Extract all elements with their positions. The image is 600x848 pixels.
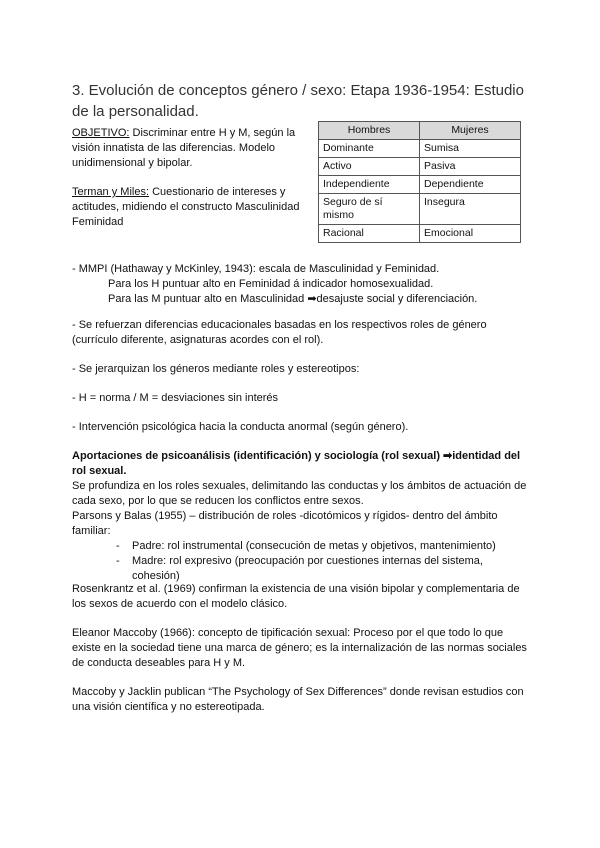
parsons-text: Parsons y Balas (1955) – distribución de roles -dicotómicos y rígidos- dentro del ámbito familiar: [72, 510, 498, 537]
rosenkrantz-paragraph [72, 582, 527, 612]
table-cell: Independiente [319, 176, 420, 194]
mmpi-line: - MMPI (Hathaway y McKinley, 1943): escala de Masculinidad y Feminidad. [72, 263, 440, 275]
list-item: - Padre: rol instrumental (consecución de metas y objetivos, mantenimiento) [118, 539, 527, 554]
table-cell: Emocional [420, 225, 521, 243]
table-cell: Pasiva [420, 158, 521, 176]
table-header-row [319, 122, 521, 140]
bullet-intervention [72, 420, 527, 435]
bullet-text: - Se refuerzan diferencias educacionales basadas en los respectivos roles de género (currículo diferente, asignaturas acordes con el rol). [72, 319, 487, 346]
paragraph-text: Maccoby y Jacklin publican “The Psychology of Sex Differences” donde revisan estudios con una visión científica y no estereotipada. [72, 686, 524, 713]
terman-label: Terman y Miles: [72, 186, 150, 198]
paragraph-text: Eleanor Maccoby (1966): concepto de tipificación sexual: Proceso por el que todo lo que existe en la sociedad tiene una marca de género; es la internalización de las normas sociales de conducta deseables para H y M. [72, 627, 527, 669]
bullet-norm [72, 391, 527, 406]
mmpi-line: Para los H puntuar alto en Feminidad á indicador homosexualidad. [108, 278, 434, 290]
maccoby-jacklin-paragraph [72, 685, 527, 715]
maccoby-paragraph [72, 626, 527, 671]
aportaciones-heading: Aportaciones de psicoanálisis (identificación) y sociología (rol sexual) ➡identidad del rol sexual. [72, 450, 521, 477]
page-title: 3. Evolución de conceptos género / sexo: Etapa 1936-1954: Estudio de la personalidad. [72, 82, 524, 121]
table-row [319, 194, 521, 225]
table-cell: Activo [319, 158, 420, 176]
bullet-text: - Se jerarquizan los géneros mediante roles y estereotipos: [72, 363, 360, 375]
table-row [319, 140, 521, 158]
mmpi-section [72, 262, 527, 307]
table-cell: Dominante [319, 140, 420, 158]
aportaciones-text: Se profundiza en los roles sexuales, delimitando las conductas y los ámbitos de actuación de cada sexo, por lo que se reducen los conflictos entre sexos. [72, 480, 527, 507]
roles-list [72, 539, 527, 584]
table-cell: Racional [319, 225, 420, 243]
bullet-hierarchy [72, 362, 527, 377]
objetivo-text: Discriminar entre H y M, según la visión innatista de las diferencias. Modelo unidimensional y bipolar. [72, 127, 296, 169]
mmpi-line: Para las M puntuar alto en Masculinidad ➡desajuste social y diferenciación. [108, 293, 478, 305]
bullet-text: - H = norma / M = desviaciones sin interés [72, 392, 279, 404]
table-header-hombres: Hombres [319, 122, 420, 140]
table-row [319, 225, 521, 243]
objetivo-label: OBJETIVO: [72, 127, 130, 139]
intro-column [72, 126, 302, 244]
list-item: - Madre: rol expresivo (preocupación por cuestiones internas del sistema, cohesión) [118, 554, 527, 584]
terman-paragraph [72, 185, 302, 230]
gender-traits-table [318, 121, 521, 243]
table-row [319, 158, 521, 176]
bullet-text: - Intervención psicológica hacia la conducta anormal (según género). [72, 421, 409, 433]
table-cell: Dependiente [420, 176, 521, 194]
table-cell: Insegura [420, 194, 521, 225]
table-header-mujeres: Mujeres [420, 122, 521, 140]
bullet-educational [72, 318, 527, 348]
table-cell: Seguro de sí mismo [319, 194, 420, 225]
terman-text: Cuestionario de intereses y actitudes, midiendo el constructo Masculinidad Feminidad [72, 186, 300, 228]
table-cell: Sumisa [420, 140, 521, 158]
objetivo-paragraph [72, 126, 302, 171]
aportaciones-section [72, 449, 527, 584]
table-row [319, 176, 521, 194]
paragraph-text: Rosenkrantz et al. (1969) confirman la existencia de una visión bipolar y complementaria de los sexos de acuerdo con el modelo clásico. [72, 583, 520, 610]
